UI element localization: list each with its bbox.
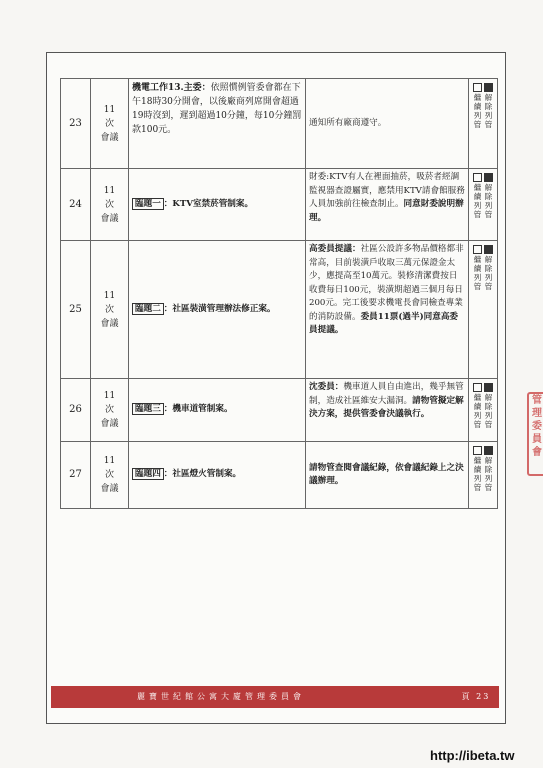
- meeting-cell: [91, 79, 129, 169]
- meeting-number: 11: [103, 104, 116, 115]
- status-continue[interactable]: [473, 446, 482, 492]
- checkbox-empty-icon: [473, 83, 482, 92]
- meeting-unit: 次: [104, 470, 114, 480]
- seal-stamp: 管 理 委 員 會: [527, 392, 543, 476]
- checkbox-checked-icon: [484, 383, 493, 392]
- topic-label: 臨題四: [132, 468, 164, 480]
- resolution-cell: [306, 169, 469, 241]
- checkbox-checked-icon: [484, 245, 493, 254]
- status-cell: [469, 79, 498, 169]
- meeting-unit: 次: [104, 405, 114, 415]
- resolution-cell: [306, 241, 469, 379]
- resolution-decision: 請物管查閱會議紀錄，依會議紀錄上之決議辦理。: [309, 462, 464, 486]
- checkbox-empty-icon: [473, 173, 482, 182]
- status-continue[interactable]: [473, 173, 482, 219]
- table-row: [61, 79, 498, 169]
- checkbox-empty-icon: [473, 446, 482, 455]
- meeting-unit: 次: [104, 304, 114, 315]
- status-continue[interactable]: [473, 245, 482, 291]
- meeting-number: 11: [103, 290, 116, 301]
- status-continue[interactable]: [473, 383, 482, 429]
- content-cell: [129, 79, 306, 169]
- meeting-label: 會議: [100, 213, 119, 224]
- content-cell: [129, 442, 306, 509]
- meeting-label: 會議: [100, 419, 119, 429]
- content-cell: [129, 241, 306, 379]
- page-footer: [51, 686, 499, 708]
- content-body: ：機車道管制案。: [163, 404, 233, 415]
- resolution-decision: 請物管擬定解決方案，提供管委會決議執行。: [309, 395, 464, 419]
- resolution-text: 機車道人員自由進出，幾乎無管制，造成社區維安大漏洞。: [309, 382, 464, 406]
- content-body: ：社區裝潢管理辦法修正案。: [163, 303, 276, 314]
- checkbox-checked-icon: [484, 83, 493, 92]
- status-release[interactable]: [484, 446, 493, 492]
- item-number: 23: [61, 79, 91, 169]
- resolution-text: 財委:KTV有人在裡面抽菸，吸菸者經調監視器查證屬實，應禁用KTV請會館服務人員加強前往檢查制止。: [309, 172, 465, 209]
- status-label: 繼續列管: [473, 456, 482, 492]
- table-row: [61, 241, 498, 379]
- status-continue[interactable]: [473, 83, 482, 129]
- resolution-text: 社區公設許多物品價格都非常高，目前裝潢戶收取三萬元保證金太少，應提高至10萬元。裝修清潔費按日收費每日100元，裝潢期超過三個月每日200元。完工後要求機電長會同檢查專業的消防設備。: [309, 244, 464, 322]
- status-label: 解除列管: [484, 93, 493, 129]
- status-label: 繼續列管: [473, 183, 482, 219]
- status-label: 繼續列管: [473, 393, 482, 429]
- status-release[interactable]: [484, 173, 493, 219]
- checkbox-checked-icon: [484, 446, 493, 455]
- status-release[interactable]: [484, 383, 493, 429]
- meeting-label: 會議: [100, 132, 119, 143]
- meeting-cell: [91, 379, 129, 442]
- resolution-table: [60, 78, 498, 509]
- status-release[interactable]: [484, 83, 493, 129]
- checkbox-empty-icon: [473, 383, 482, 392]
- table-row: [61, 169, 498, 241]
- checkbox-checked-icon: [484, 173, 493, 182]
- meeting-label: 會議: [100, 484, 119, 494]
- resolution-cell: [306, 379, 469, 442]
- topic-label: 臨題二: [132, 303, 164, 315]
- item-number: 27: [61, 442, 91, 509]
- status-cell: [469, 379, 498, 442]
- status-cell: [469, 442, 498, 509]
- item-number: 25: [61, 241, 91, 379]
- footer-title: 麗寶世紀館公寓大廈管理委員會: [137, 692, 305, 701]
- status-label: 繼續列管: [473, 255, 482, 291]
- resolution-cell: [306, 79, 469, 169]
- table-row: [61, 442, 498, 509]
- meeting-cell: [91, 241, 129, 379]
- resolution-proposer: 高委員提議：: [309, 244, 361, 254]
- meeting-cell: [91, 169, 129, 241]
- status-release[interactable]: [484, 245, 493, 291]
- status-cell: [469, 169, 498, 241]
- status-label: 解除列管: [484, 393, 493, 429]
- topic-label: 臨題一: [132, 198, 164, 210]
- checkbox-empty-icon: [473, 245, 482, 254]
- meeting-cell: [91, 442, 129, 509]
- item-number: 26: [61, 379, 91, 442]
- content-cell: [129, 169, 306, 241]
- status-label: 繼續列管: [473, 93, 482, 129]
- status-cell: [469, 241, 498, 379]
- meeting-number: 11: [103, 185, 116, 196]
- resolution-decision: 同意財委說明辦理。: [309, 199, 464, 223]
- content-cell: [129, 379, 306, 442]
- meeting-unit: 次: [104, 199, 114, 210]
- resolution-text: 通知所有廠商遵守。: [309, 117, 387, 128]
- status-label: 解除列管: [484, 255, 493, 291]
- content-body: 依照慣例管委會都在下午18時30分開會，以後廠商列席開會超過19時沒到，遲到超過10分鐘，每10分鐘罰款100元。: [132, 83, 302, 135]
- content-body: ：社區燈火管制案。: [163, 469, 242, 480]
- meeting-label: 會議: [100, 318, 119, 329]
- topic-label: 臨題三: [132, 403, 164, 415]
- meeting-number: 11: [103, 391, 116, 401]
- content-head: 機電工作13.主委：: [132, 83, 211, 93]
- meeting-unit: 次: [104, 118, 114, 129]
- content-body: ：KTV室禁菸管制案。: [163, 198, 254, 209]
- page-number: 頁 23: [461, 692, 491, 701]
- resolution-cell: [306, 442, 469, 509]
- status-label: 解除列管: [484, 456, 493, 492]
- item-number: 24: [61, 169, 91, 241]
- table-row: [61, 379, 498, 442]
- meeting-number: 11: [103, 456, 116, 466]
- status-label: 解除列管: [484, 183, 493, 219]
- resolution-proposer: 沈委員：: [309, 382, 344, 392]
- resolution-decision: 委員11票(過半)同意高委員提議。: [309, 311, 459, 335]
- watermark-url: http://ibeta.tw: [430, 748, 515, 763]
